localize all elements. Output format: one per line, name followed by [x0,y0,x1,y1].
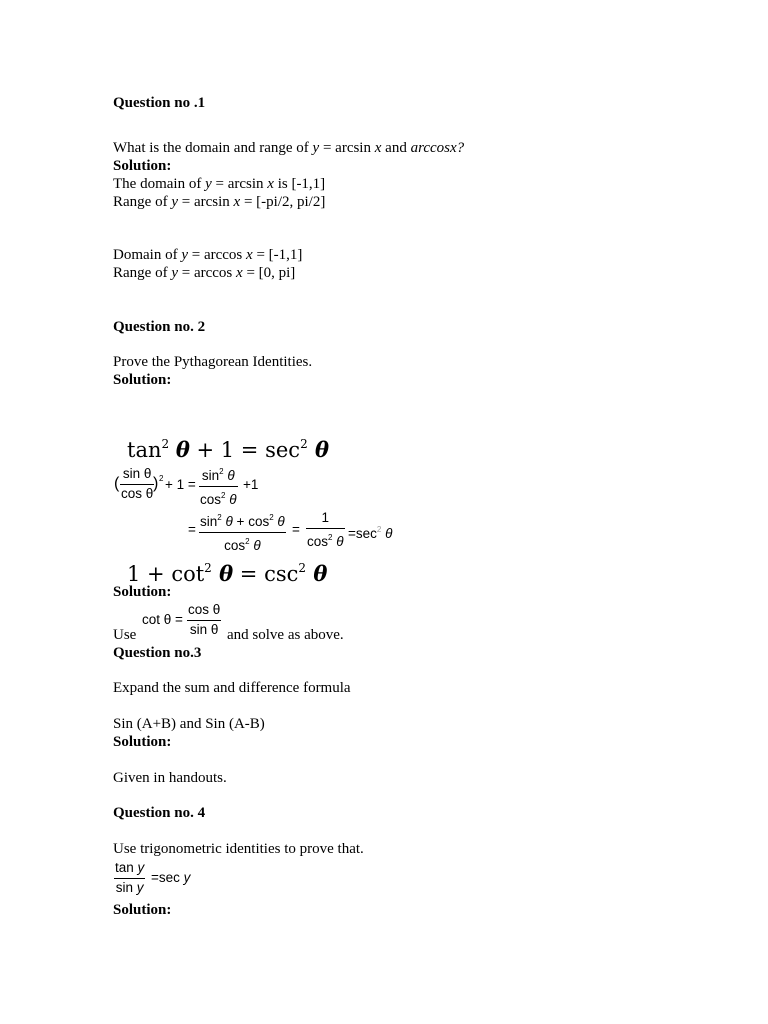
var-y: y [171,265,178,281]
text: Range of [113,194,172,210]
var-y: y [312,140,320,156]
numerator [199,510,286,530]
exponent: 2 [161,437,170,451]
question-3-answer: Given in handouts. [113,770,227,786]
numerator [201,464,236,484]
question-2-solution-label: Solution: [113,372,172,388]
exponent: 2 [204,561,212,575]
numerator: cos θ [188,602,221,617]
question-2-title: Question no. 2 [113,319,206,335]
question-3-title: Question no.3 [113,645,202,661]
var-y: y [181,247,188,263]
fraction-one-over-cos2 [306,510,345,550]
fn-sin: sin [201,468,220,483]
var-y: y [205,176,212,192]
exponent: 2 [376,525,382,534]
fn-sec: =sec [348,526,377,541]
fraction-sin-over-cos [120,466,154,502]
var-x: x [267,176,274,192]
fraction-bar [199,486,238,487]
denominator [223,534,262,554]
theta: θ [223,468,235,483]
text: = [0, pi] [242,265,296,281]
equals-sec2-theta [348,522,392,542]
fn-cot: cot [171,562,205,586]
plus-one-equals: + 1 = [165,477,196,492]
exponent: 2 [300,437,308,451]
theta: θ [249,538,261,553]
text: is [-1,1] [273,176,326,192]
equals: = [188,522,196,537]
identity-tan-sec [127,432,329,462]
fn-cos: cos [224,538,246,553]
equals: = [292,522,300,537]
fn-sin: sin [200,514,218,529]
theta: θ [273,514,285,529]
exponent: 2 [328,533,333,542]
fraction-tan-over-sin [114,860,145,896]
denominator: cos θ [121,486,154,501]
theta: θ [332,534,344,549]
fraction-bar [187,620,221,621]
fn-cos: cos [307,534,329,549]
prompt-and: and [381,140,411,156]
fn-sec: sec [265,438,301,462]
fraction-bar [114,878,145,879]
theta: θ [307,437,330,462]
text: = arcsin [178,194,234,210]
cot-theta-equals: cot θ = [142,612,183,627]
arcsin-range-line [113,193,325,211]
exponent: 2 [221,491,226,500]
denominator [306,530,345,550]
plus-one: +1 [243,477,259,492]
theta: θ [225,492,237,507]
theta: θ [306,561,328,586]
text: Range of [113,265,172,281]
var-x: x [246,247,253,263]
denominator [199,488,238,508]
numerator: 1 [321,510,330,525]
exponent: 2 [269,513,274,522]
question-4-solution-label: Solution: [113,902,172,918]
question-2-prompt: Prove the Pythagorean Identities. [113,354,313,370]
identity-cot-csc [127,556,327,586]
fn-tan: tan [127,438,162,462]
exponent: 2 [298,561,307,575]
fn-csc: csc [264,562,299,586]
equals-sec-y [151,870,190,886]
var-y: y [171,194,178,210]
text: = [-pi/2, pi/2] [240,194,326,210]
prompt-eq: = arcsin [319,140,375,156]
plus-one-equals: + 1 = [189,438,266,462]
fn-cos: cos [248,514,270,529]
fn-sec: =sec [151,870,184,885]
arccos-domain-line [113,246,302,264]
var-x: x [374,140,382,156]
theta: θ [211,561,234,586]
equals: = [233,562,265,586]
one-plus: 1 + [127,562,172,586]
exponent: 2 [219,467,224,476]
text: = arccos [188,247,247,263]
question-2-solution-2-label: Solution: [113,584,172,600]
text: = arcsin [211,176,268,192]
fraction-bar [199,532,286,533]
fraction-sin2-plus-cos2 [199,510,286,554]
var-x: x [236,265,243,281]
open-paren: ( [114,475,120,492]
use-instruction: and solve as above. [227,627,344,643]
fn-cos: cos [200,492,222,507]
text: = arccos [178,265,237,281]
denominator: sin y [115,880,144,895]
theta: θ [381,526,393,541]
question-4-prompt: Use trigonometric identities to prove that. [113,841,364,857]
exponent: 2 [159,474,164,483]
var-x: x [233,194,241,210]
text: Domain of [113,247,182,263]
text: The domain of [113,176,206,192]
close-paren: ) [153,475,159,492]
plus: + [232,514,249,529]
question-3-prompt: Expand the sum and difference formula [113,680,351,696]
fraction-cos-over-sin [187,602,221,638]
exponent: 2 [245,537,250,546]
question-3-formula: Sin (A+B) and Sin (A-B) [113,716,265,732]
denominator: sin θ [189,622,219,637]
use-label: Use [113,627,137,643]
question-1-title: Question no .1 [113,95,206,111]
exponent: 2 [217,513,222,522]
prompt-arccos: arccosx? [410,140,465,156]
question-3-solution-label: Solution: [113,734,172,750]
fraction-bar [120,484,154,485]
numerator: tan y [115,860,145,875]
fraction-sin2-over-cos2 [199,464,238,508]
theta: θ [175,437,190,462]
question-1-prompt [113,139,464,157]
text: = [-1,1] [252,247,303,263]
var-y: y [183,870,191,885]
arcsin-domain-line [113,175,325,193]
question-4-title: Question no. 4 [113,805,206,821]
fraction-bar [306,528,345,529]
prompt-text: What is the domain and range of [113,140,313,156]
arccos-range-line [113,264,295,282]
question-1-solution-label: Solution: [113,158,172,174]
theta: θ [221,514,233,529]
numerator: sin θ [122,466,152,481]
